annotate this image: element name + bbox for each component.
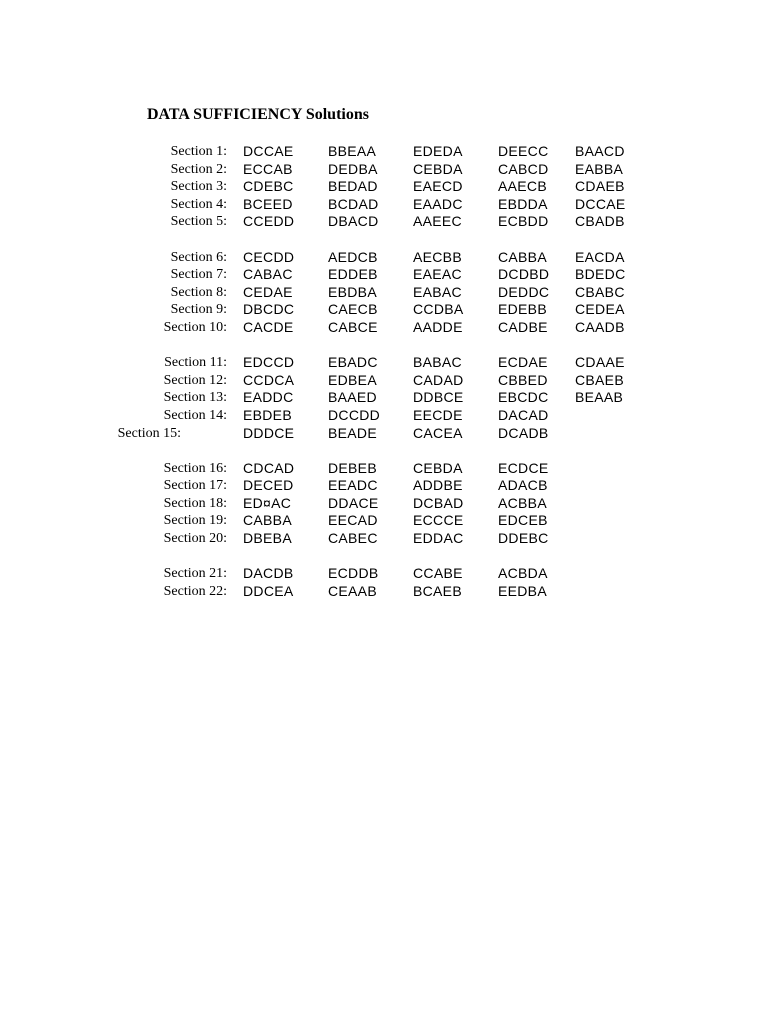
answer-code: BABAC [413, 354, 462, 371]
answer-code: DCCAE [243, 143, 294, 159]
answer-code: EDCCD [243, 354, 295, 371]
answer-code: ECCCE [413, 512, 464, 529]
section-label: Section 7: [170, 267, 227, 283]
answer-code: EDCEB [498, 512, 548, 529]
answer-code: DBEBA [243, 530, 292, 547]
section-label: Section 4: [170, 196, 227, 212]
answer-code: CDAEB [575, 178, 625, 195]
answer-code: ECBDD [498, 213, 549, 230]
answer-code: DDCEA [243, 582, 294, 599]
section-row [0, 213, 768, 231]
answer-code: DCCDD [328, 406, 381, 423]
section-label: Section 14: [163, 407, 227, 423]
answer-code: DACDB [243, 565, 294, 582]
section-row [0, 196, 768, 214]
answer-code: ECDCE [498, 459, 549, 476]
answer-code: EADDC [243, 389, 294, 406]
answer-code: EBADC [328, 354, 378, 371]
section-group [0, 460, 768, 548]
answer-code: DDACE [328, 494, 379, 511]
section-group [0, 143, 768, 231]
answer-code: CDEBC [243, 178, 294, 195]
answer-code: CEDEA [575, 301, 625, 318]
section-row [0, 143, 768, 161]
answer-code: EECDE [413, 406, 463, 423]
answer-code: DEECC [498, 143, 549, 159]
answer-code: EABAC [413, 283, 462, 300]
answer-code: CDCAD [243, 459, 295, 476]
section-row [0, 319, 768, 337]
section-row [0, 583, 768, 601]
section-row [0, 565, 768, 583]
section-row [0, 301, 768, 319]
answer-code: ADDBE [413, 477, 463, 494]
section-label: Section 20: [163, 531, 227, 547]
answer-code: AADDE [413, 318, 463, 335]
answer-code: DEDBA [328, 160, 378, 177]
answer-code: CCEDD [243, 213, 295, 230]
answer-code: CABEC [328, 530, 378, 547]
section-label: Section 8: [170, 284, 227, 300]
answer-code: AEDCB [328, 248, 378, 265]
answer-code: CABCE [328, 318, 378, 335]
answer-code: CEDAE [243, 283, 293, 300]
section-label: Section 19: [163, 513, 227, 529]
answer-code: CEAAB [328, 582, 377, 599]
answer-code: DBACD [328, 213, 379, 230]
answer-code: CECDD [243, 248, 295, 265]
section-label: Section 11: [164, 355, 227, 371]
answer-code: BEADE [328, 424, 377, 441]
section-label: Section 5: [170, 214, 227, 230]
section-row [0, 530, 768, 548]
section-row [0, 354, 768, 372]
answer-code: DEBEB [328, 459, 377, 476]
section-label: Section 9: [170, 302, 227, 318]
section-row [0, 460, 768, 478]
section-row [0, 477, 768, 495]
answer-code: EEDBA [498, 582, 547, 599]
answer-code: CACDE [243, 318, 294, 335]
answer-code: BCDAD [328, 195, 379, 212]
section-row [0, 249, 768, 267]
answer-code: EECAD [328, 512, 378, 529]
answer-code: EBDBA [328, 283, 377, 300]
answer-code: AECBB [413, 248, 462, 265]
answer-code: CADAD [413, 371, 464, 388]
answer-code: DCDBD [498, 266, 550, 283]
answer-code: EEADC [328, 477, 378, 494]
section-label: Section 3: [170, 179, 227, 195]
answer-code: CAADB [575, 318, 625, 335]
section-label: Section 17: [163, 478, 227, 494]
answer-code: EABBA [575, 160, 624, 177]
section-label: Section 21: [163, 566, 227, 582]
answer-code: CBAEB [575, 371, 624, 388]
answer-code: CEBDA [413, 160, 463, 177]
answer-code: BDEDC [575, 266, 626, 283]
answer-code: EBDDA [498, 195, 548, 212]
answer-code: CAECB [328, 301, 378, 318]
answer-code: DECED [243, 477, 294, 494]
section-label: Section 16: [163, 460, 227, 476]
section-row [0, 495, 768, 513]
answer-code: CCDBA [413, 301, 464, 318]
section-row [0, 284, 768, 302]
answer-table [0, 143, 768, 618]
section-label: Section 6: [170, 249, 227, 265]
section-row [0, 178, 768, 196]
answer-code: CDAAE [575, 354, 625, 371]
answer-code: DCADB [498, 424, 549, 441]
section-group [0, 565, 768, 600]
section-row [0, 512, 768, 530]
section-label: Section 2: [170, 161, 227, 177]
section-row [0, 407, 768, 425]
answer-code: BBEAA [328, 143, 377, 159]
answer-code: ADACB [498, 477, 548, 494]
answer-code: CBADB [575, 213, 625, 230]
section-label: Section 18: [163, 495, 227, 511]
answer-code: ACBBA [498, 494, 547, 511]
answer-code: EAEAC [413, 266, 462, 283]
answer-code: BAAED [328, 389, 377, 406]
answer-code: DDEBC [498, 530, 549, 547]
answer-code: ECDAE [498, 354, 548, 371]
answer-code: EBCDC [498, 389, 549, 406]
answer-code: BCEED [243, 195, 293, 212]
section-label: Section 22: [163, 583, 227, 599]
answer-code: ED¤AC [243, 494, 292, 511]
answer-code: BCAEB [413, 582, 462, 599]
answer-code: DDBCE [413, 389, 464, 406]
answer-code: ECCAB [243, 160, 293, 177]
answer-code: ECDDB [328, 565, 379, 582]
answer-code: AAEEC [413, 213, 462, 230]
section-label: Section 15: [117, 425, 181, 441]
section-label: Section 13: [163, 390, 227, 406]
answer-code: DDDCE [243, 424, 295, 441]
answer-code: BAACD [575, 143, 625, 159]
section-label: Section 12: [163, 372, 227, 388]
answer-code: CABAC [243, 266, 293, 283]
answer-code: EDDAC [413, 530, 464, 547]
answer-code: EACDA [575, 248, 625, 265]
section-group [0, 354, 768, 442]
section-label: Section 10: [163, 319, 227, 335]
section-row [0, 425, 768, 443]
answer-code: CACEA [413, 424, 463, 441]
answer-code: CABBA [498, 248, 547, 265]
answer-code: EDBEA [328, 371, 377, 388]
answer-code: CABCD [498, 160, 549, 177]
answer-code: EDEDA [413, 143, 463, 159]
answer-code: AAECB [498, 178, 547, 195]
section-label: Section 1: [170, 144, 227, 159]
answer-code: BEDAD [328, 178, 378, 195]
section-row [0, 372, 768, 390]
answer-code: DBCDC [243, 301, 295, 318]
answer-code: DCBAD [413, 494, 464, 511]
answer-code: DACAD [498, 406, 549, 423]
answer-code: CADBE [498, 318, 548, 335]
answer-code: BEAAB [575, 389, 624, 406]
answer-code: CABBA [243, 512, 292, 529]
page-title: DATA SUFFICIENCY Solutions [147, 106, 369, 123]
answer-code: DEDDC [498, 283, 550, 300]
answer-code: EAECD [413, 178, 463, 195]
answer-code: DCCAE [575, 195, 626, 212]
section-row [0, 389, 768, 407]
answer-code: CBABC [575, 283, 625, 300]
section-row [0, 161, 768, 179]
answer-code: CEBDA [413, 459, 463, 476]
section-group [0, 249, 768, 337]
answer-code: CCABE [413, 565, 463, 582]
section-row [0, 266, 768, 284]
answer-code: EDDEB [328, 266, 378, 283]
answer-code: EDEBB [498, 301, 547, 318]
answer-code: ACBDA [498, 565, 548, 582]
answer-code: EAADC [413, 195, 463, 212]
answer-code: EBDEB [243, 406, 292, 423]
answer-code: CBBED [498, 371, 548, 388]
answer-code: CCDCA [243, 371, 295, 388]
